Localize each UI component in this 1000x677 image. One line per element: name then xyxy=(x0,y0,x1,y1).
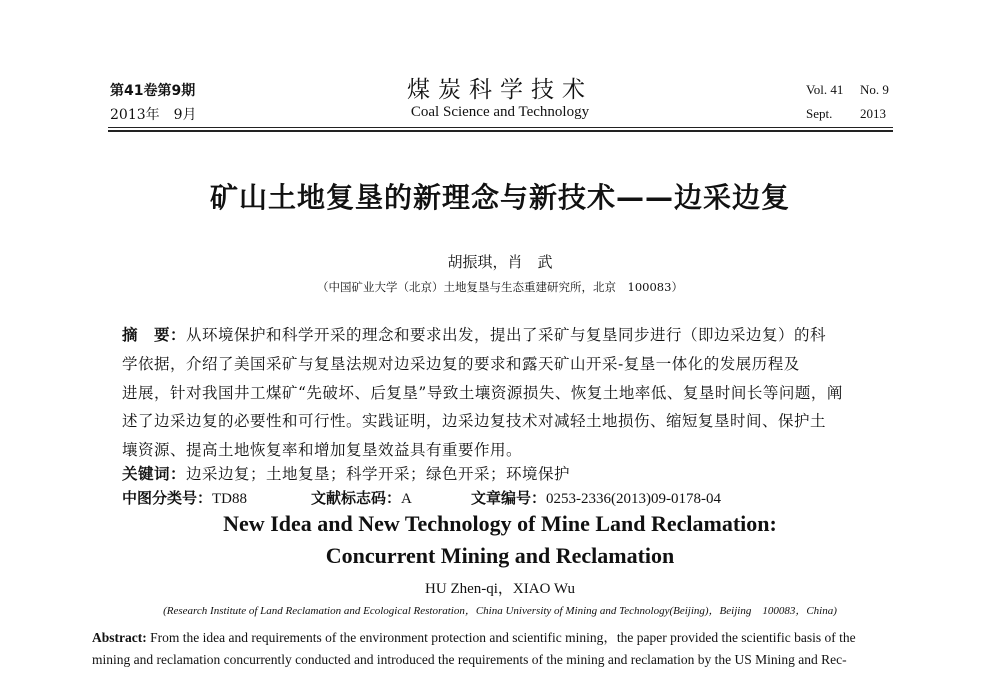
keywords-cn-text: 边采边复；土地复垦；科学开采；绿色开采；环境保护 xyxy=(186,465,571,483)
issue-number-cn: 第41卷第9期 xyxy=(110,83,196,99)
abstract-en-text-1: From the idea and requirements of the environment protection and scientific mining，the paper provided the scientific basis of the xyxy=(146,630,856,645)
affiliation-en: (Research Institute of Land Reclamation and Ecological Restoration，China University of Mining and Technology(Beijing)，Beijing 100083，China) xyxy=(163,605,837,617)
year: 2013 xyxy=(860,106,886,121)
issue-date-cn: 2013年 9月 xyxy=(110,107,197,123)
abstract-cn-line-1 xyxy=(122,323,826,345)
article-number-label: 文章编号： xyxy=(471,489,547,507)
keywords-cn xyxy=(122,462,570,484)
abstract-en-label: Abstract: xyxy=(92,630,147,645)
header-rule-bottom xyxy=(108,130,893,132)
month: Sept. xyxy=(806,106,833,121)
classification-line xyxy=(122,487,247,508)
abstract-cn-line-5: 壤资源、提高土地恢复率和增加复垦效益具有重要作用。 xyxy=(122,441,523,459)
authors-cn: 胡振琪，肖 武 xyxy=(447,253,553,271)
abstract-en-line-2: mining and reclamation concurrently conducted and introduced the requirements of the mining and reclamation by the US Mining and Rec- xyxy=(92,652,847,667)
article-number xyxy=(471,487,721,508)
paper-title-cn: 矿山土地复垦的新理念与新技术——边采边复 xyxy=(209,181,790,214)
clc-value: TD88 xyxy=(212,491,248,507)
paper-title-en-line-1: New Idea and New Technology of Mine Land Reclamation: xyxy=(223,511,777,536)
number: No. 9 xyxy=(860,82,889,97)
abstract-cn-line-3: 进展，针对我国井工煤矿“先破坏、后复垦”导致土壤资源损失、恢复土地率低、复垦时间长等问题，阐 xyxy=(122,384,843,402)
abstract-cn-line-2: 学依据，介绍了美国采矿与复垦法规对边采边复的要求和露天矿山开采-复垦一体化的发展历程及 xyxy=(122,355,800,373)
authors-en: HU Zhen-qi，XIAO Wu xyxy=(425,581,575,597)
journal-title-en: Coal Science and Technology xyxy=(410,104,590,120)
article-number-value: 0253-2336(2013)09-0178-04 xyxy=(546,491,721,507)
journal-title-cn: 煤炭科学技术 xyxy=(407,77,593,103)
abstract-cn-text: 从环境保护和科学开采的理念和要求出发，提出了采矿与复垦同步进行（即边采边复）的科 xyxy=(186,326,827,344)
abstract-en-line-1 xyxy=(92,626,856,646)
document-code xyxy=(311,487,412,508)
affiliation-cn: （中国矿业大学（北京）土地复垦与生态重建研究所，北京 100083） xyxy=(317,280,683,294)
doc-code-label: 文献标志码： xyxy=(311,489,402,507)
abstract-cn-label: 摘 要： xyxy=(122,326,187,344)
header-rule-top xyxy=(108,127,893,128)
keywords-cn-label: 关键词： xyxy=(122,465,187,483)
clc-label: 中图分类号： xyxy=(122,489,213,507)
abstract-cn-line-4: 述了边采边复的必要性和可行性。实践证明，边采边复技术对减轻土地损伤、缩短复垦时间、保护土 xyxy=(122,412,827,430)
volume: Vol. 41 xyxy=(806,82,844,97)
doc-code-value: A xyxy=(401,491,412,507)
paper-title-en-line-2: Concurrent Mining and Reclamation xyxy=(325,543,675,568)
